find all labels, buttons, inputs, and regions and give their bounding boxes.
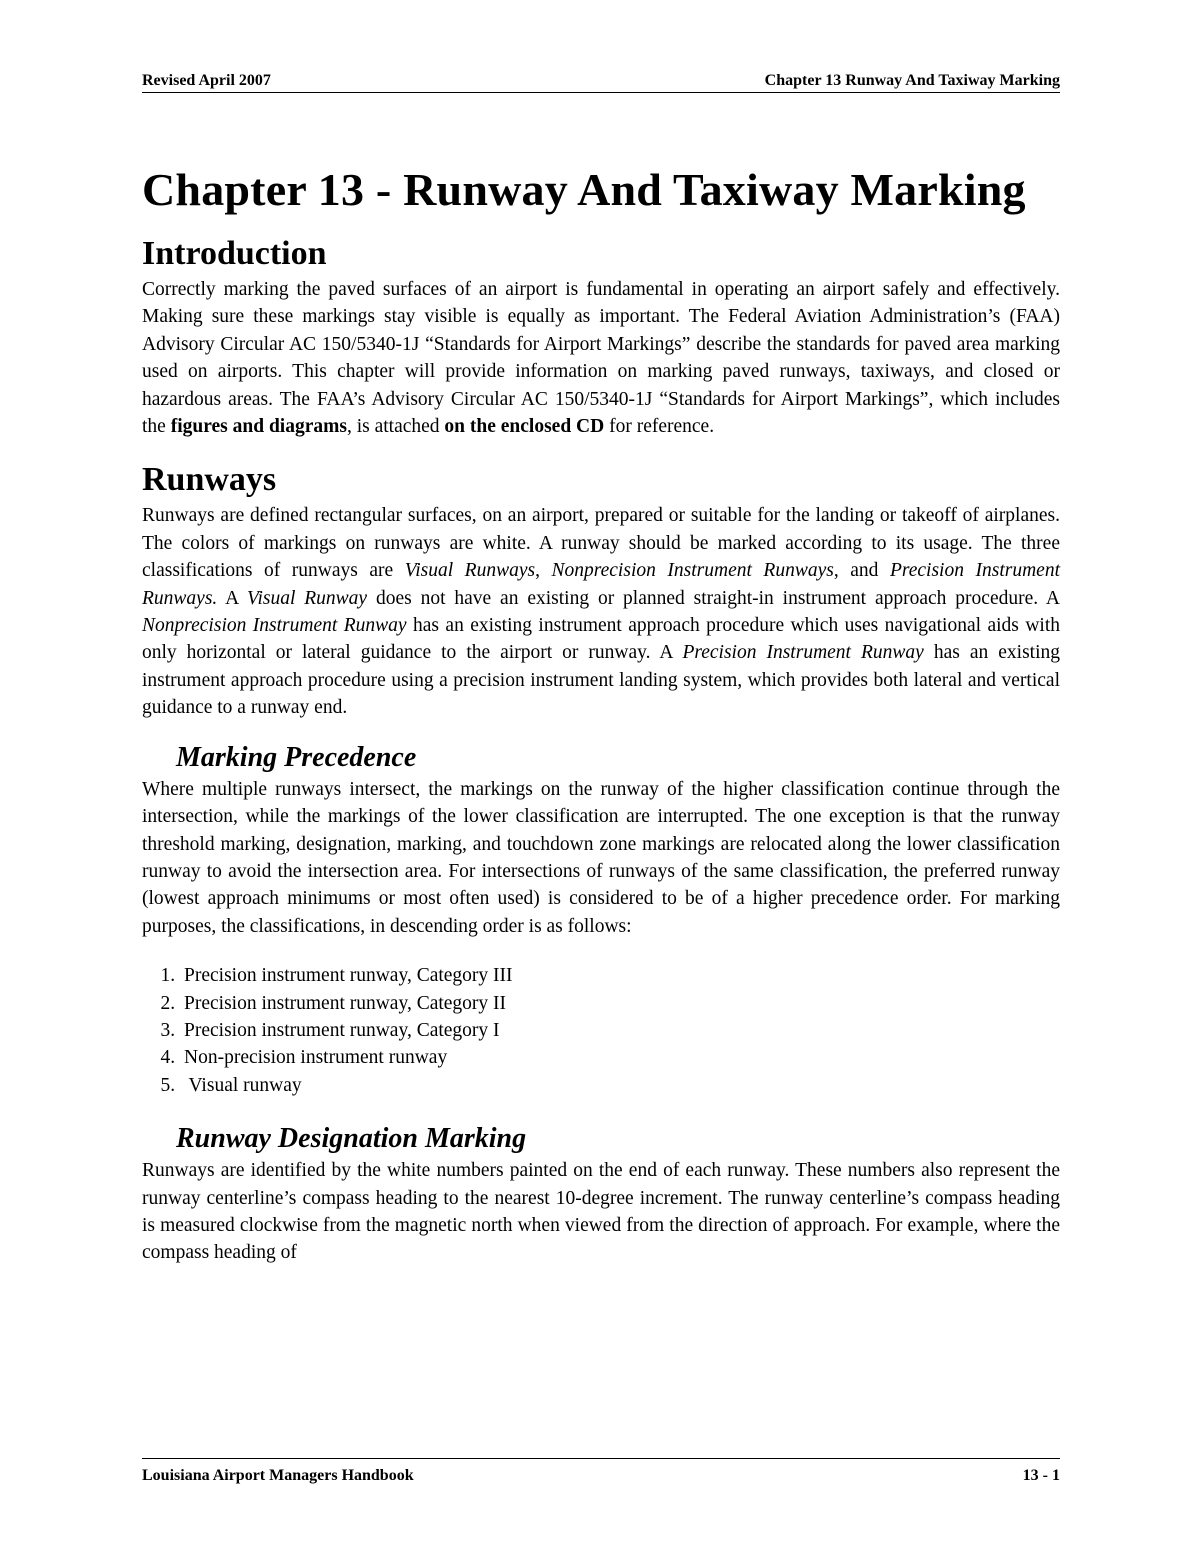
footer-handbook-title: Louisiana Airport Managers Handbook — [142, 1467, 414, 1484]
intro-bold-cd: on the enclosed CD — [444, 416, 605, 438]
runways-text-3: , and — [833, 560, 890, 582]
runways-text-7: has an existing instrument approach procedure using a precision instrument landing system, which provides both lateral and vertical guidance to a runway end. — [142, 642, 1060, 719]
marking-precedence-paragraph: Where multiple runways intersect, the markings on the runway of the higher classification continue through the intersection, while the markings of the lower classification are interrupted. The one exception is that the runway threshold marking, designation, marking, and touchdown zone markings are relocated along the lower classification runway to avoid the intersection area. For intersections of runways of the same classification, the preferred runway (lowest approach minimums or most often used) is considered to be of a higher precedence order. For marking purposes, the classifications, in descending order is as follows: — [142, 778, 1060, 937]
runway-designation-paragraph: Runways are identified by the white numbers painted on the end of each runway. These numbers also represent the runway centerline’s compass heading to the nearest 10-degree increment. The runway centerline’s compass heading is measured clockwise from the magnetic north when viewed from the direction of approach. For example, where the compass heading of — [142, 1160, 1060, 1264]
runways-heading: Runways — [142, 461, 277, 499]
header-revision-date: Revised April 2007 — [142, 72, 271, 89]
intro-bold-figures: figures and diagrams — [170, 416, 347, 438]
runways-italic-precision: Precision Instrument Runways. — [142, 560, 1060, 609]
marking-precedence-heading: Marking Precedence — [176, 741, 417, 773]
list-item: 1. Precision instrument runway, Category III — [180, 962, 1060, 989]
classification-list — [142, 962, 1060, 1099]
introduction-heading: Introduction — [142, 235, 327, 272]
intro-text-3: for reference. — [604, 416, 715, 438]
runways-italic-visual-runway: Visual Runway — [246, 587, 368, 609]
runways-text-1: Runways are defined rectangular surfaces, on an airport, prepared or suitable for the landing or takeoff of airplanes. The colors of markings on runways are white. A runway should be marked according to its usage. The three classifications of runways are — [142, 505, 1060, 582]
list-item: 2. Precision instrument runway, Category II — [180, 990, 1060, 1017]
introduction-paragraph — [142, 276, 1060, 440]
runways-text-4: A — [217, 587, 247, 609]
header-chapter-title: Chapter 13 Runway And Taxiway Marking — [764, 72, 1060, 89]
footer-page-number: 13 - 1 — [1022, 1467, 1060, 1484]
chapter-title: Chapter 13 - Runway And Taxiway Marking — [142, 164, 1026, 215]
runway-designation-heading: Runway Designation Marking — [176, 1123, 527, 1155]
intro-text-1: Correctly marking the paved surfaces of an airport is fundamental in operating an airport safely and effectively. Making sure these markings stay visible is equally as important. The Federal Aviation Administration’s (FAA) Advisory Circular AC 150/5340-1J “Standards for Airport Markings” describe the standards for paved area marking used on airports. This chapter will provide information on marking paved runways, taxiways, and closed or hazardous areas. The FAA’s Advisory Circular AC 150/5340-1J “Standards for Airport Markings”, which includes the — [142, 279, 1060, 438]
running-header — [142, 72, 1060, 93]
list-item: 3. Precision instrument runway, Category I — [180, 1017, 1060, 1044]
list-item: 4. Non-precision instrument runway — [180, 1044, 1060, 1071]
document-page — [142, 0, 1060, 1553]
intro-text-2: , is attached — [346, 416, 445, 438]
runways-italic-nonprecision-runway: Nonprecision Instrument Runway — [142, 615, 407, 637]
list-item: 5. Visual runway — [180, 1072, 1060, 1099]
runways-paragraph — [142, 502, 1060, 721]
runways-italic-visual: Visual Runways — [404, 560, 536, 582]
runways-text-2: , — [535, 560, 552, 582]
runways-text-6: has an existing instrument approach procedure which uses navigational aids with only horizontal or lateral guidance to the airport or runway. A — [142, 615, 1061, 664]
runways-italic-precision-runway: Precision Instrument Runway — [682, 642, 924, 664]
runways-text-5: does not have an existing or planned straight-in instrument approach procedure. A — [367, 587, 1061, 609]
runways-italic-nonprecision: Nonprecision Instrument Runways — [551, 560, 834, 582]
page-content — [142, 160, 1060, 1267]
running-footer — [142, 1458, 1060, 1487]
